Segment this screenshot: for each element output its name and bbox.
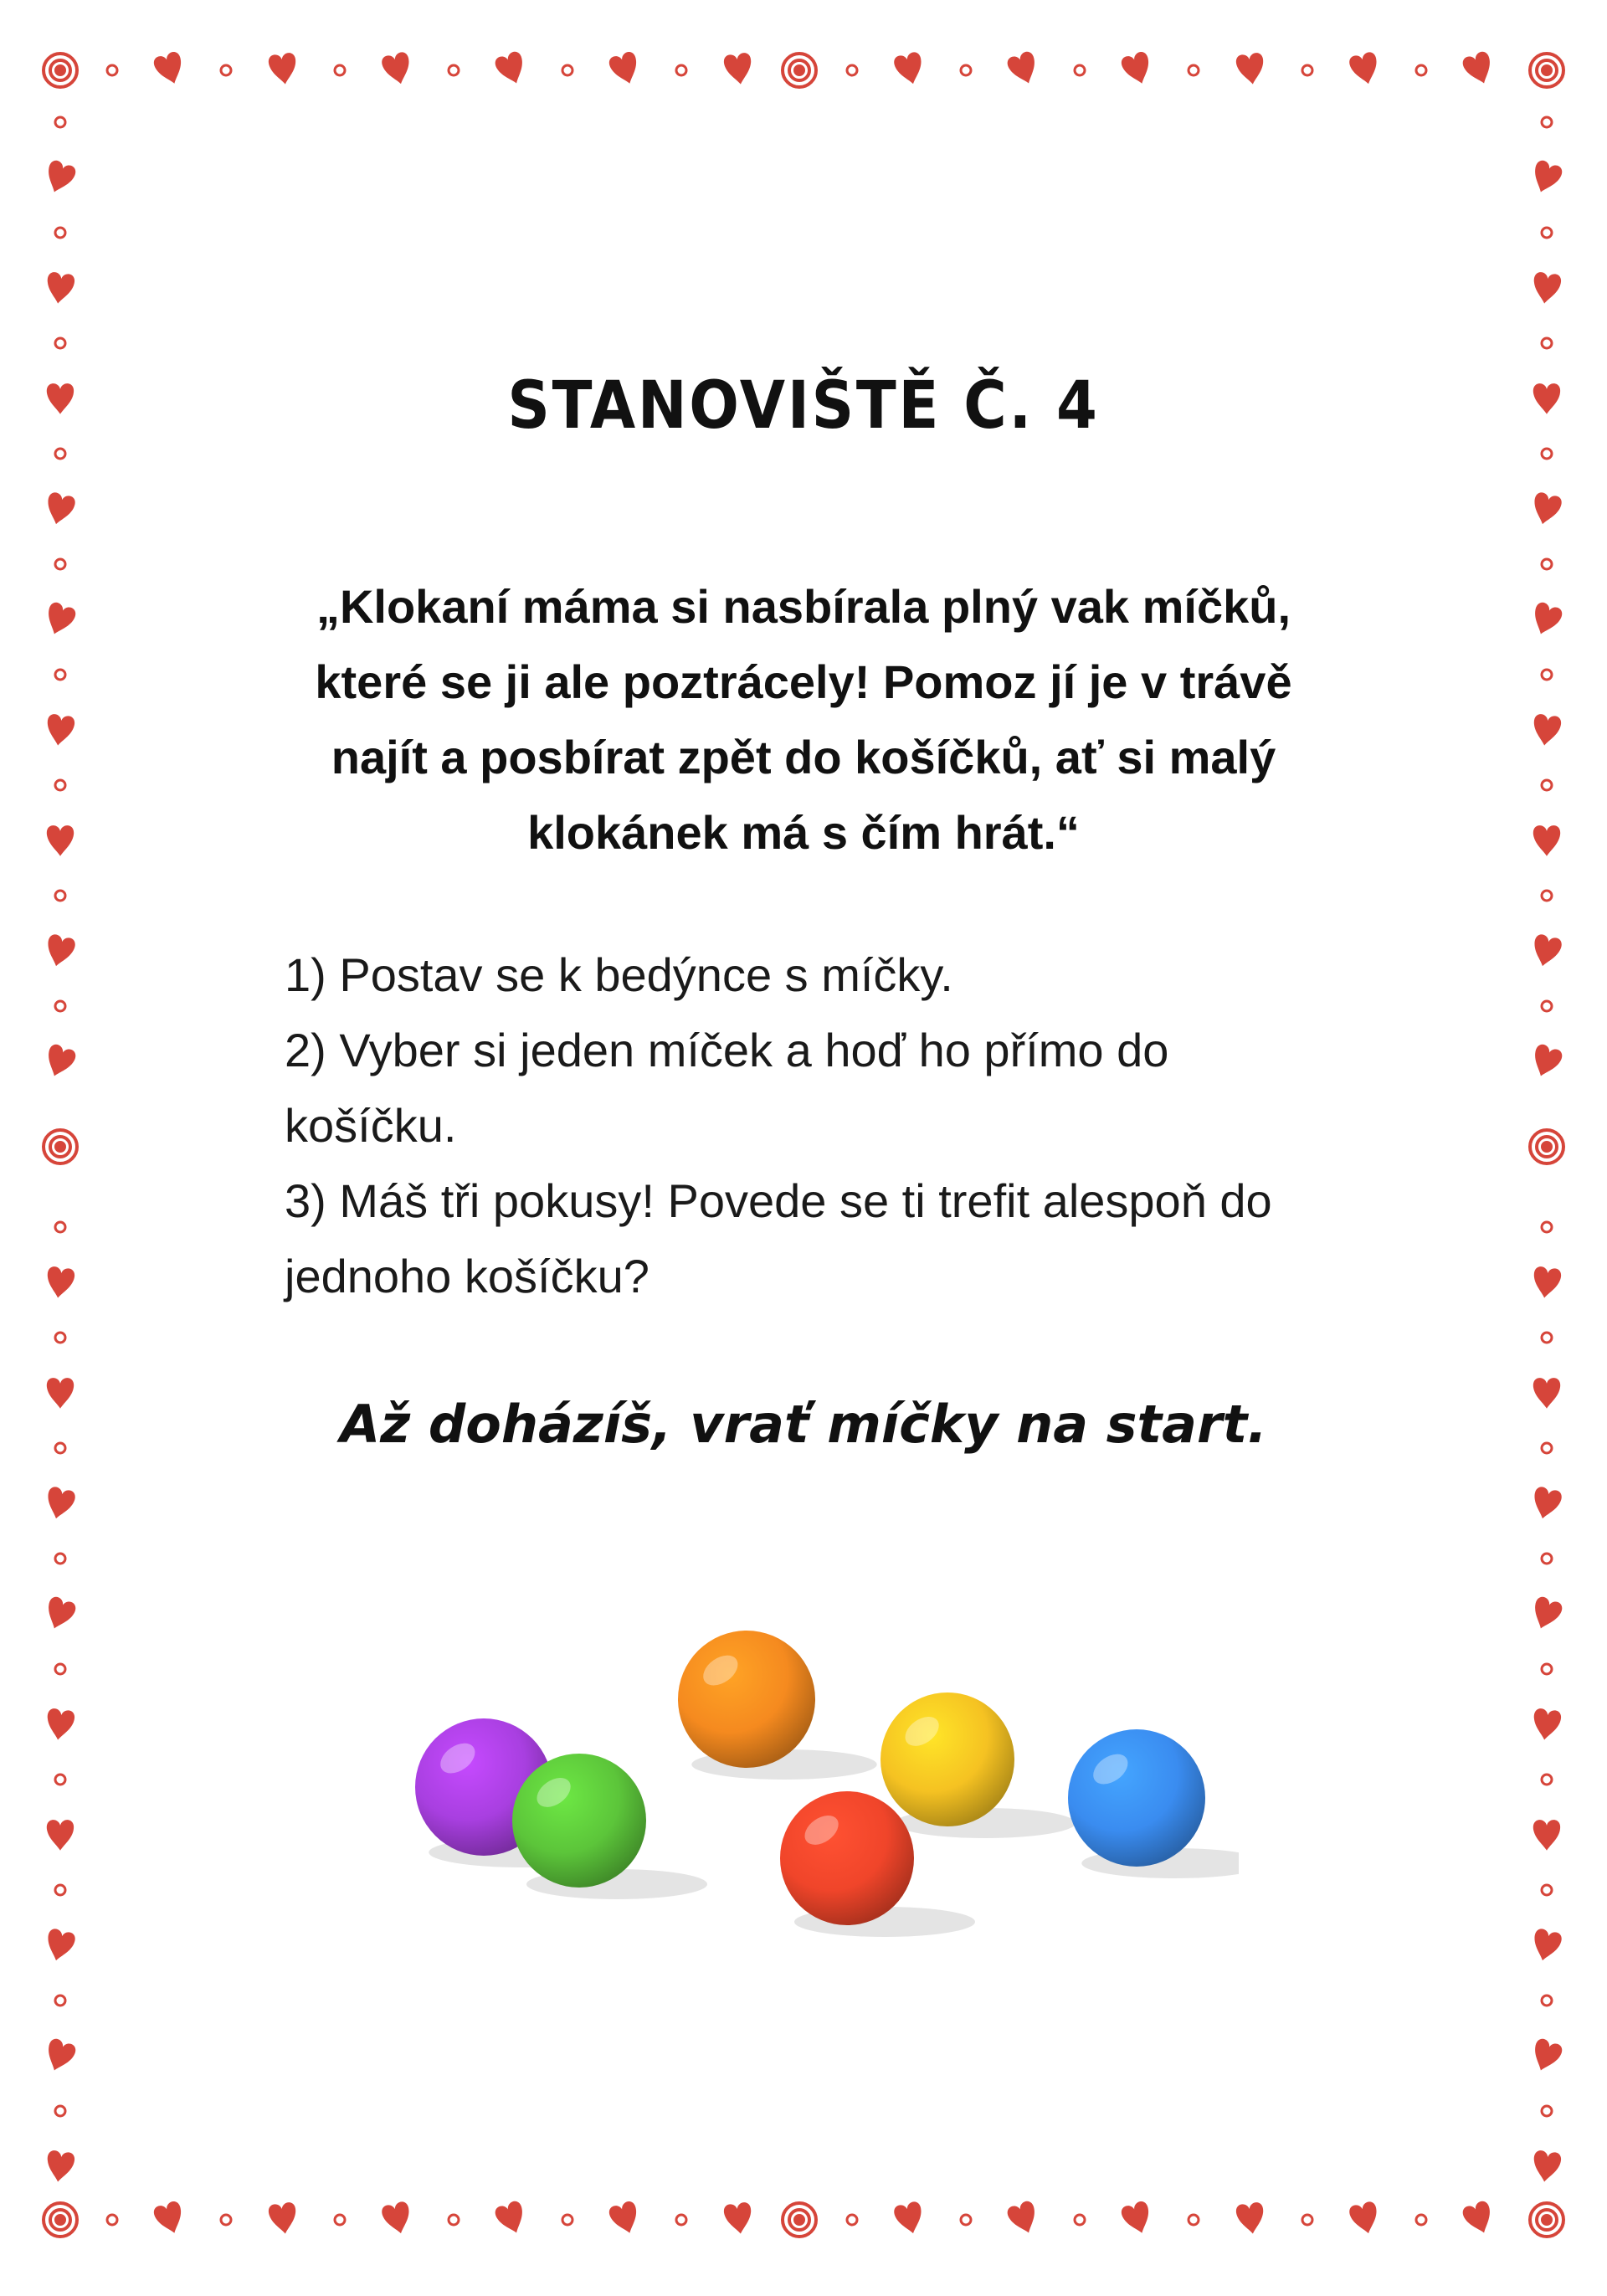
intro-line: klokánek má s čím hrát.“ bbox=[527, 806, 1080, 859]
instruction-line: 3) Máš tři pokusy! Povede se ti trefit alespoň do bbox=[285, 1174, 1272, 1227]
red-ball bbox=[780, 1791, 914, 1925]
yellow-ball bbox=[881, 1692, 1014, 1826]
story-intro bbox=[251, 569, 1356, 871]
instruction-line: košíčku. bbox=[285, 1099, 457, 1152]
closing-note: Až doházíš, vrať míčky na start. bbox=[340, 1394, 1267, 1455]
page-title: STANOVIŠTĚ Č. 4 bbox=[507, 368, 1100, 444]
intro-line: najít a posbírat zpět do košíčků, ať si malý bbox=[331, 731, 1276, 783]
orange-ball bbox=[678, 1631, 815, 1768]
instruction-line: jednoho košíčku? bbox=[285, 1250, 649, 1302]
blue-ball bbox=[1068, 1729, 1205, 1867]
balls-illustration bbox=[385, 1615, 1239, 1975]
instruction-line: 2) Vyber si jeden míček a hoď ho přímo do bbox=[285, 1024, 1169, 1076]
intro-line: „Klokaní máma si nasbírala plný vak míčků, bbox=[316, 580, 1291, 633]
instruction-list bbox=[285, 937, 1406, 1314]
green-ball bbox=[512, 1754, 646, 1888]
intro-line: které se ji ale poztrácely! Pomoz jí je v trávě bbox=[315, 655, 1292, 708]
instruction-line: 1) Postav se k bedýnce s míčky. bbox=[285, 948, 953, 1001]
